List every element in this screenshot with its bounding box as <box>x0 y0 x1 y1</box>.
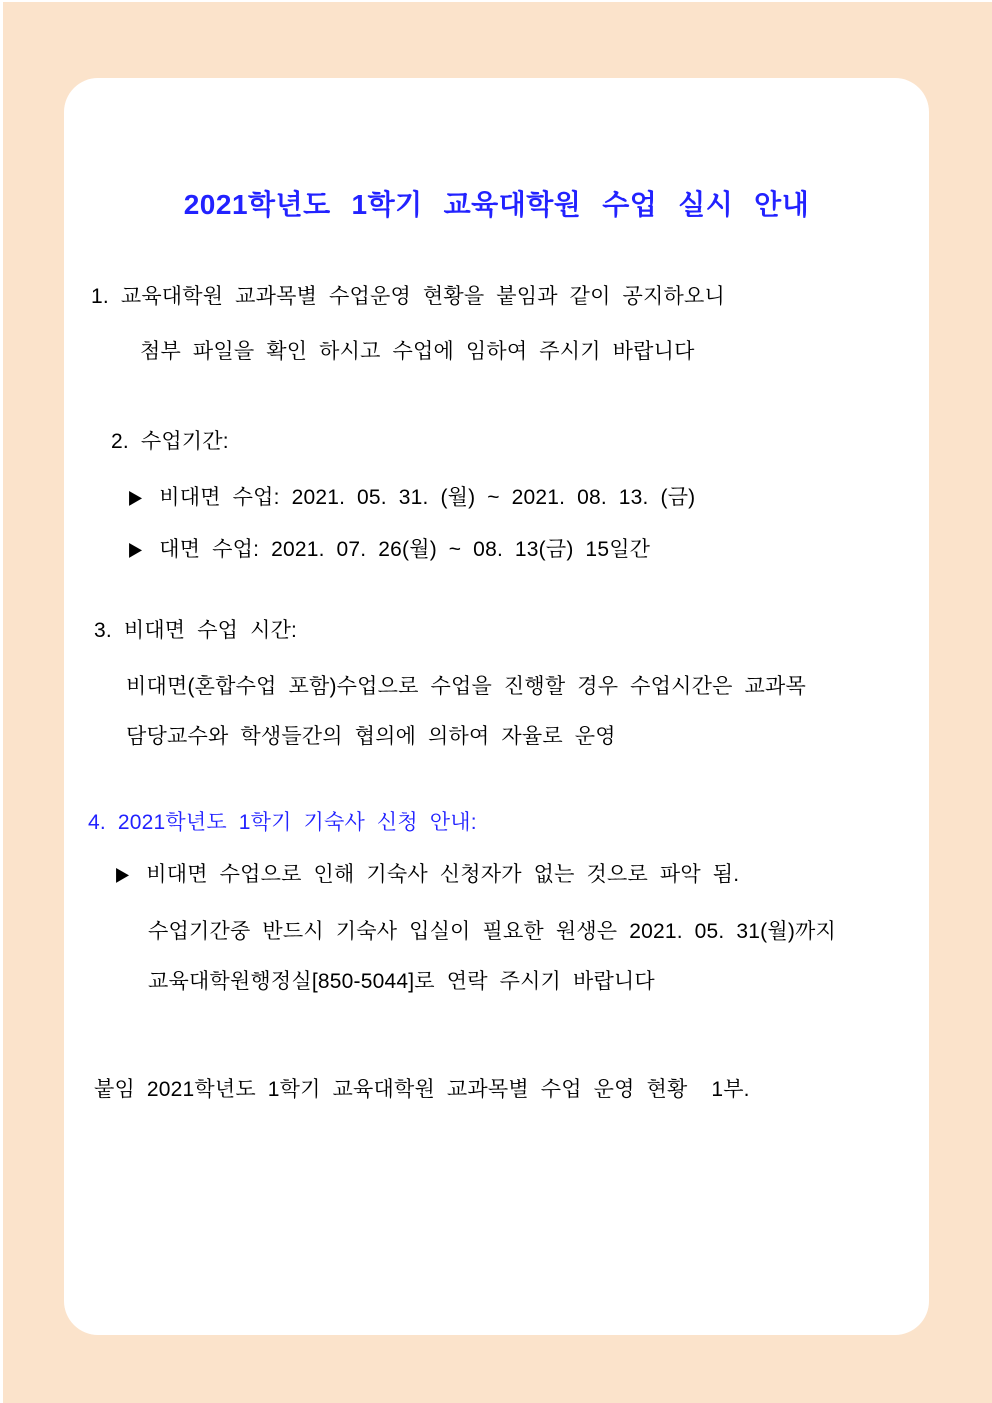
item-2-bullet-2-text: 대면 수업: 2021. 07. 26(월) ~ 08. 13(금) 15일간 <box>159 538 651 561</box>
item-4-line-3: 교육대학원행정실[850-5044]로 연락 주시기 바랍니다 <box>148 970 655 993</box>
item-1-line-1: 1. 교육대학원 교과목별 수업운영 현황을 붙임과 같이 공지하오니 <box>91 285 725 308</box>
item-4-heading: 4. 2021학년도 1학기 기숙사 신청 안내: <box>88 811 477 834</box>
triangle-bullet-icon: ▶ <box>129 538 143 561</box>
item-2-bullet-2 <box>129 537 650 563</box>
attachment-note: 붙임 2021학년도 1학기 교육대학원 교과목별 수업 운영 현황 1부. <box>94 1078 750 1101</box>
triangle-bullet-icon: ▶ <box>116 863 130 886</box>
item-4-bullet-1-text: 비대면 수업으로 인해 기숙사 신청자가 없는 것으로 파악 됨. <box>146 863 740 886</box>
item-4-bullet-1 <box>116 862 739 888</box>
page-title: 2021학년도 1학기 교육대학원 수업 실시 안내 <box>183 189 810 220</box>
item-1-line-2: 첨부 파일을 확인 하시고 수업에 임하여 주시기 바랍니다 <box>140 340 695 363</box>
triangle-bullet-icon: ▶ <box>129 486 143 509</box>
item-2-bullet-1-text: 비대면 수업: 2021. 05. 31. (월) ~ 2021. 08. 13. (금) <box>159 486 696 509</box>
item-3-line-2: 비대면(혼합수업 포함)수업으로 수업을 진행할 경우 수업시간은 교과목 <box>126 675 806 698</box>
notice-card <box>64 78 929 1335</box>
item-4-line-2: 수업기간중 반드시 기숙사 입실이 필요한 원생은 2021. 05. 31(월)까지 <box>148 920 836 943</box>
item-3-heading: 3. 비대면 수업 시간: <box>94 619 298 642</box>
item-2-bullet-1 <box>129 485 695 511</box>
item-2-heading: 2. 수업기간: <box>111 430 229 453</box>
item-3-line-3: 담당교수와 학생들간의 협의에 의하여 자율로 운영 <box>126 725 616 748</box>
